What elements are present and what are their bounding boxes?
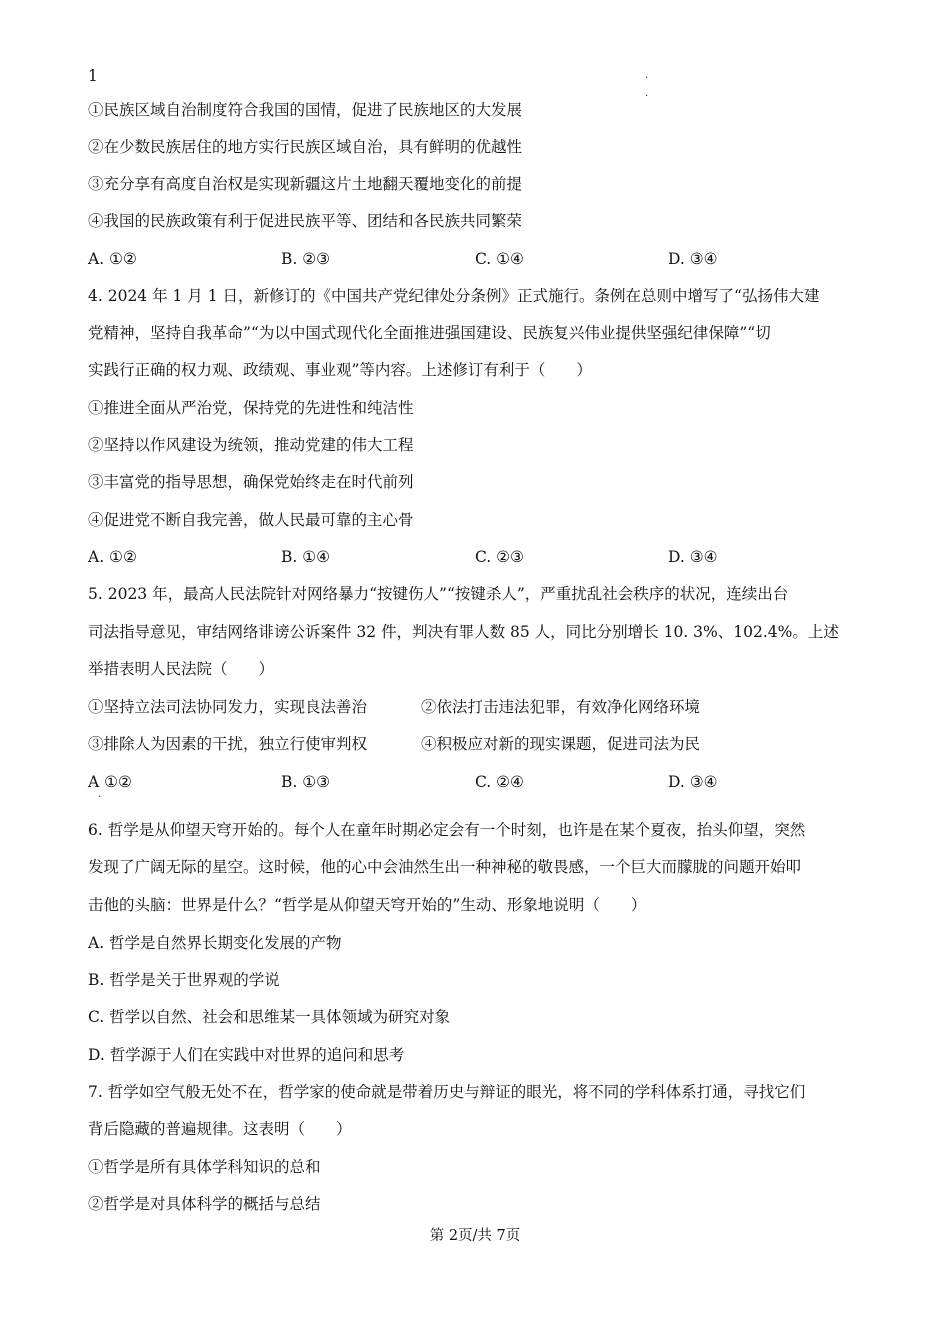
q3-option-a: A. ①② xyxy=(88,250,137,268)
scan-dot: · xyxy=(98,792,102,803)
q4-option-d: D. ③④ xyxy=(668,548,718,566)
q6-stem: 发现了广阔无际的星空。这时候，他的心中会油然生出一种神秘的敬畏感，一个巨大而朦胧的问题开始叩 xyxy=(88,858,802,876)
q3-statement: ①民族区域自治制度符合我国的国情，促进了民族地区的大发展 xyxy=(88,101,523,119)
q7-stem: 7. 哲学如空气般无处不在，哲学家的使命就是带着历史与辩证的眼光，将不同的学科体系打通，寻找它们 xyxy=(88,1083,806,1101)
q6-option-b: B. 哲学是关于世界观的学说 xyxy=(88,971,280,989)
q4-option-b: B. ①④ xyxy=(281,548,331,566)
q4-stem: 实践行正确的权力观、政绩观、事业观”等内容。上述修订有利于（ ） xyxy=(88,361,592,379)
top-number: 1 xyxy=(88,67,98,85)
q3-statement: ④我国的民族政策有利于促进民族平等、团结和各民族共同繁荣 xyxy=(88,212,523,230)
q5-stem: 举措表明人民法院（ ） xyxy=(88,660,275,678)
q5-statement: ④积极应对新的现实课题，促进司法为民 xyxy=(421,735,701,753)
q7-statement: ①哲学是所有具体学科知识的总和 xyxy=(88,1158,321,1176)
q5-statement: ③排除人为因素的干扰，独立行使审判权 xyxy=(88,735,368,753)
q6-stem: 6. 哲学是从仰望天穹开始的。每个人在童年时期必定会有一个时刻，也许是在某个夏夜，抬头仰望，突然 xyxy=(88,821,806,839)
q4-option-c: C. ②③ xyxy=(475,548,524,566)
q5-stem: 5. 2023 年，最高人民法院针对网络暴力“按键伤人”“按键杀人”，严重扰乱社会秩序的状况，连续出台 xyxy=(88,585,789,603)
q6-option-a: A. 哲学是自然界长期变化发展的产物 xyxy=(88,934,342,952)
q4-statement: ③丰富党的指导思想，确保党始终走在时代前列 xyxy=(88,473,414,491)
q3-option-d: D. ③④ xyxy=(668,250,718,268)
q3-statement: ③充分享有高度自治权是实现新疆这片土地翻天覆地变化的前提 xyxy=(88,175,523,193)
q5-option-b: B. ①③ xyxy=(281,773,331,791)
q5-option-a: A ①② xyxy=(88,773,132,791)
q5-statement: ②依法打击违法犯罪，有效净化网络环境 xyxy=(421,698,701,716)
q4-statement: ④促进党不断自我完善，做人民最可靠的主心骨 xyxy=(88,511,414,529)
q4-statement: ①推进全面从严治党，保持党的先进性和纯洁性 xyxy=(88,399,414,417)
q5-option-d: D. ③④ xyxy=(668,773,718,791)
page-footer: 第 2页/共 7页 xyxy=(429,1228,521,1244)
q6-option-d: D. 哲学源于人们在实践中对世界的追问和思考 xyxy=(88,1046,405,1064)
q3-option-c: C. ①④ xyxy=(475,250,524,268)
q4-stem: 4. 2024 年 1 月 1 日，新修订的《中国共产党纪律处分条例》正式施行。条例在总则中增写了“弘扬伟大建 xyxy=(88,287,820,305)
scan-dot: · xyxy=(645,73,649,84)
q7-stem: 背后隐藏的普遍规律。这表明（ ） xyxy=(88,1120,352,1138)
q6-stem: 击他的头脑：世界是什么？“哲学是从仰望天穹开始的”生动、形象地说明（ ） xyxy=(88,896,647,914)
q4-stem: 党精神，坚持自我革命”“为以中国式现代化全面推进强国建设、民族复兴伟业提供坚强纪律保障”“切 xyxy=(88,324,771,342)
q5-option-c: C. ②④ xyxy=(475,773,524,791)
scan-dot: · xyxy=(645,91,649,102)
q7-statement: ②哲学是对具体科学的概括与总结 xyxy=(88,1195,321,1213)
q4-option-a: A. ①② xyxy=(88,548,137,566)
q5-stem: 司法指导意见，审结网络诽谤公诉案件 32 件，判决有罪人数 85 人，同比分别增长 10. 3%、102.4%。上述 xyxy=(88,623,839,641)
q5-statement: ①坚持立法司法协同发力，实现良法善治 xyxy=(88,698,368,716)
q3-statement: ②在少数民族居住的地方实行民族区域自治，具有鲜明的优越性 xyxy=(88,138,523,156)
q3-option-b: B. ②③ xyxy=(281,250,331,268)
q6-option-c: C. 哲学以自然、社会和思维某一具体领域为研究对象 xyxy=(88,1008,451,1026)
q4-statement: ②坚持以作风建设为统领，推动党建的伟大工程 xyxy=(88,436,414,454)
